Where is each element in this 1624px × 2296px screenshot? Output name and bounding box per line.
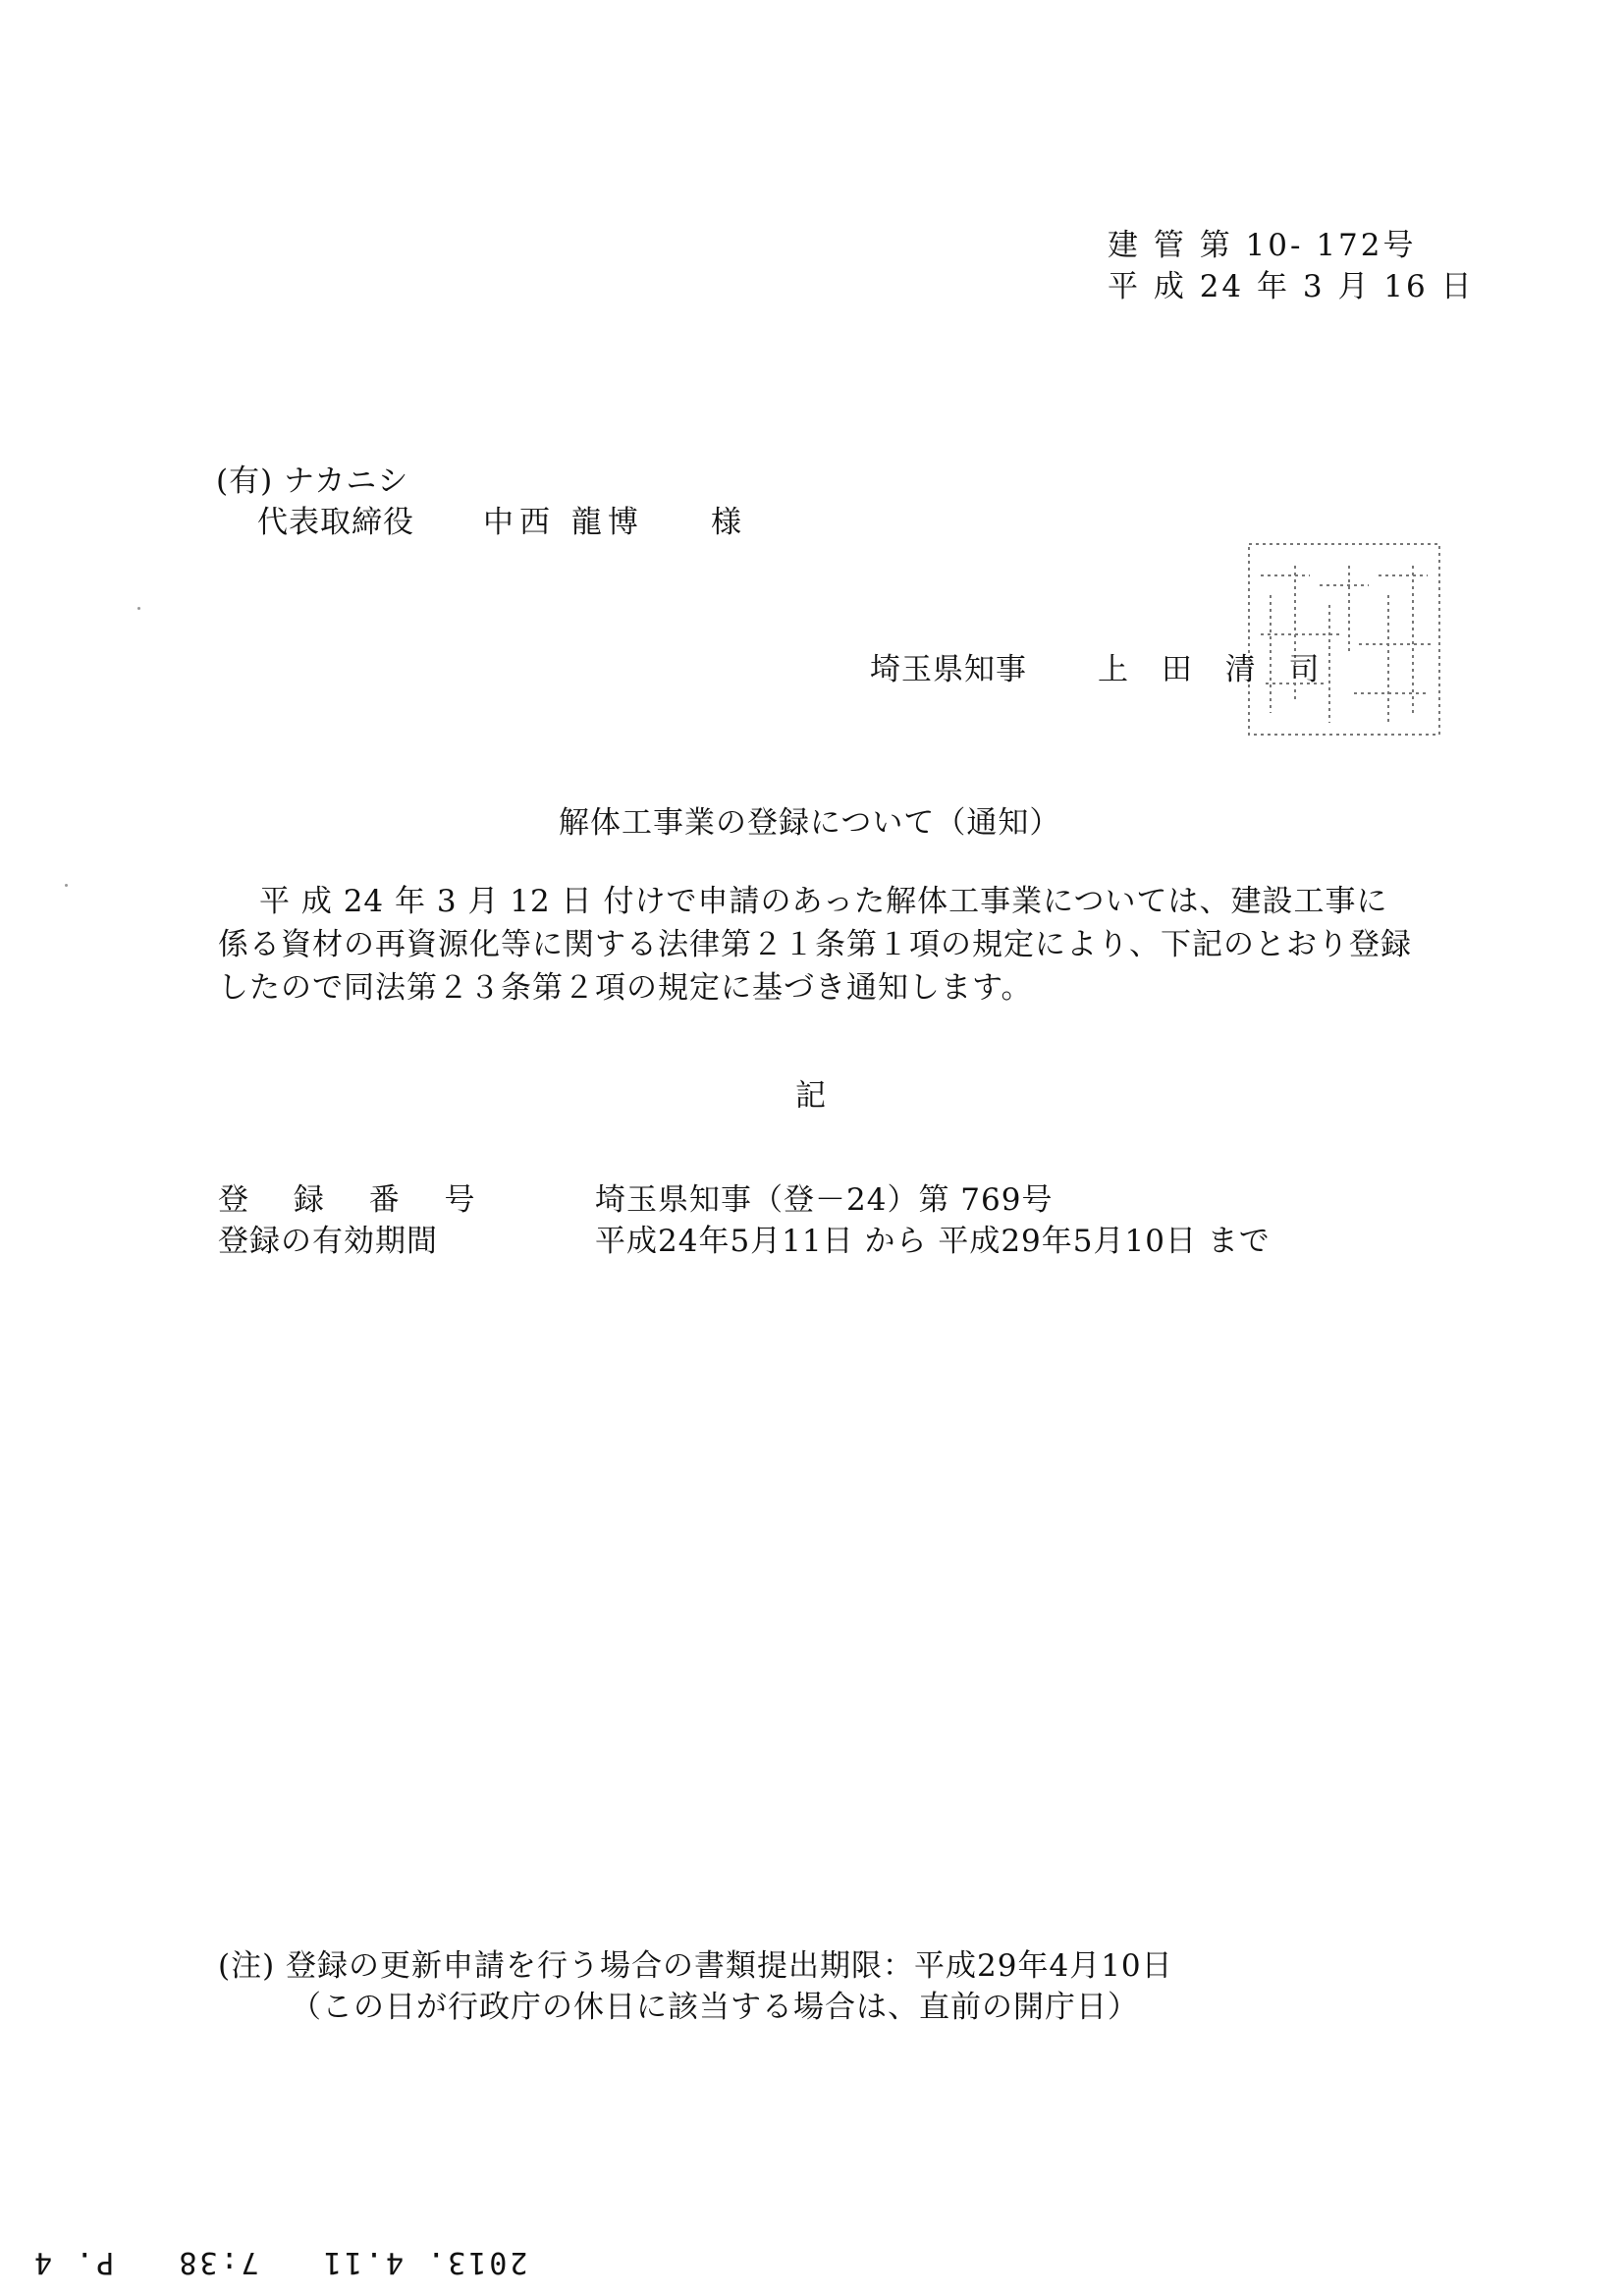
body-paragraph: [218, 880, 1416, 1010]
document-title: 解体工事業の登録について（通知）: [559, 805, 1061, 841]
registration-number-label: 登 録 番 号: [218, 1182, 493, 1218]
body-text: 平 成 24 年 3 月 12 日 付けで申請のあった解体工事業については、建設工事に係る資材の再資源化等に関する法律第２１条第１項の規定により、下記のとおり登録したので同法第２３条第２項の規定に基づき通知します。: [218, 884, 1412, 1006]
registration-number-value: 埼玉県知事（登－24）第 769号: [595, 1182, 1054, 1218]
issuer-title: 埼玉県知事: [870, 652, 1027, 687]
recipient-company: (有) ナカニシ: [216, 464, 409, 499]
fax-footer-stamp: 2013. 4.11 7:38 P. 4: [31, 2245, 528, 2279]
recipient-title: 代表取締役: [257, 505, 414, 540]
reference-number: 建 管 第 10- 172号: [1108, 228, 1417, 263]
reference-date: 平 成 24 年 3 月 16 日: [1108, 269, 1475, 304]
recipient-honorific: 様: [711, 505, 742, 540]
ki-heading: 記: [795, 1078, 827, 1114]
validity-period-value: 平成24年5月11日 から 平成29年5月10日 まで: [595, 1224, 1271, 1259]
note-line-2: （この日が行政庁の休日に該当する場合は、直前の開庁日）: [291, 1990, 1139, 2025]
official-seal-stamp: [1241, 536, 1447, 742]
validity-period-label: 登録の有効期間: [218, 1224, 438, 1259]
scan-speck: [65, 884, 68, 887]
scan-speck: [137, 607, 140, 610]
note-line-1: (注) 登録の更新申請を行う場合の書類提出期限：平成29年4月10日: [218, 1948, 1173, 1984]
issuer-name: 上 田 清 司: [1098, 652, 1331, 687]
recipient-name: 中西 龍博: [483, 505, 644, 540]
